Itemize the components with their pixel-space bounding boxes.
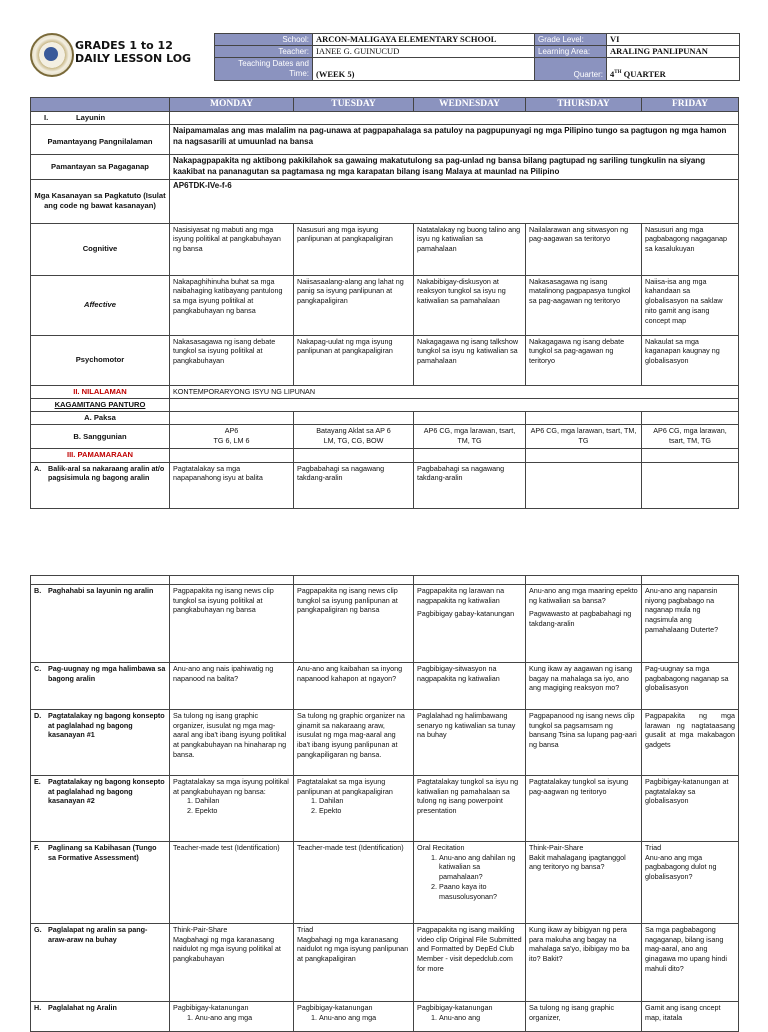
row-h-mon-list (173, 1013, 290, 1023)
row-b-monday: Pagpapakita ng isang news clip tungkol sa isyung politikal at pangkabuhayan ng bansa (170, 585, 294, 663)
cognitive-label: Cognitive (31, 223, 170, 275)
pamantayan-pagganap-label: Pamantayan sa Pagaganap (31, 155, 170, 180)
row-b-wednesday (414, 585, 526, 663)
pamamaraan-label: III. PAMAMARAAN (31, 449, 170, 462)
row-h-wed-text: Pagbibigay-katanungan (417, 1003, 493, 1012)
day-header-friday: FRIDAY (642, 98, 739, 112)
cognitive-monday: Nasisiyasat ng mabuti ang mga isyung politikal at pangkabuhayan ng bansa (170, 223, 294, 275)
affective-wednesday: Nakabibigay-diskusyon at reaksyon tungkol sa isyu ng katiwalian sa pamahalaan (414, 275, 526, 335)
cognitive-thursday: Nailalarawan ang sitwasyon ng pag-aagawan sa teritoryo (526, 223, 642, 275)
paksa-tuesday (294, 412, 414, 425)
row-e-label (31, 776, 170, 842)
kagamitang-label: KAGAMITANG PANTURO (31, 398, 170, 411)
row-d-label (31, 710, 170, 776)
psychomotor-label: Psychomotor (31, 335, 170, 385)
school-label: School: (215, 34, 313, 46)
row-h-mon-text: Pagbibigay-katanungan (173, 1003, 249, 1012)
lesson-grid-bottom (30, 575, 739, 1032)
affective-label: Affective (31, 275, 170, 335)
teacher-label: Teacher: (215, 46, 313, 58)
row-c-friday: Pag-uugnay sa mga pagbabagong naganap sa globalisasyon (642, 663, 739, 710)
cognitive-tuesday: Nasusuri ang mga isyung panlipunan at pangkapaligiran (294, 223, 414, 275)
row-a-wednesday: Pagbabahagi sa nagawang takdang-aralin (414, 462, 526, 508)
row-f-wed-text: Oral Recitation (417, 843, 465, 852)
list-item: 1. Dahilan (195, 796, 290, 806)
list-item: 1. Anu-ano ang dahilan ng katiwalian sa pamahalaan? (439, 853, 522, 882)
list-item: 2. Epekto (195, 806, 290, 816)
paksa-friday (642, 412, 739, 425)
row-c-monday: Anu-ano ang nais ipahiwatig ng napanood na balita? (170, 663, 294, 710)
row-g-thursday: Kung ikaw ay bibigyan ng pera para makuha ang bagay na mahalaga sa'yo, ibibigay mo ba ito? Bakit? (526, 924, 642, 1002)
pamamaraan-tuesday (294, 449, 414, 462)
day-header-wednesday: WEDNESDAY (414, 98, 526, 112)
row-h-tuesday (294, 1002, 414, 1032)
dates-label: Teaching Dates and Time: (215, 58, 313, 81)
row-e-friday: Pagbibigay-katanungan at pagtatalakay sa globalisasyon (642, 776, 739, 842)
dates-value: (WEEK 5) (313, 58, 535, 81)
top-blank-5 (642, 576, 739, 585)
row-b-tuesday: Pagpapakita ng isang news clip tungkol sa isyung panlipunan at pangkapaligiran ng bansa (294, 585, 414, 663)
row-d-friday: Pagpapakita ng mga larawan ng nagtataasang gusalit at mga makabagon gadgets (642, 710, 739, 776)
paksa-wednesday (414, 412, 526, 425)
row-f-wed-list (417, 853, 522, 902)
kasanayan-code: AP6TDK-IVe-f-6 (170, 179, 739, 223)
psychomotor-wednesday: Nakagagawa ng isang talkshow tungkol sa isyu ng katiwalian sa pamahalaan (414, 335, 526, 385)
info-table (214, 33, 740, 81)
pamantayang-pangnilalaman-label: Pamantayang Pangnilalaman (31, 125, 170, 155)
row-a-tuesday: Pagbabahagi sa nagawang takdang-aralin (294, 462, 414, 508)
sanggunian-friday: AP6 CG, mga larawan, tsart, TM, TG (642, 425, 739, 449)
quarter-label: Quarter: (535, 58, 607, 81)
row-h-label (31, 1002, 170, 1032)
list-item: 1. Anu-ano ang (439, 1013, 522, 1023)
list-item: 1. Anu-ano ang mga (319, 1013, 410, 1023)
row-c-tuesday: Anu-ano ang kaibahan sa inyong napanood kahapon at ngayon? (294, 663, 414, 710)
day-header-blank (31, 98, 170, 112)
quarter-value (607, 58, 740, 81)
layunin-blank (170, 111, 739, 124)
grade-value: VI (607, 34, 740, 46)
row-g-monday: Think-Pair-Share Magbahagi ng mga karanasang naidulot ng mga isyung politikal at pangkabuhayan (170, 924, 294, 1002)
grade-label: Grade Level: (535, 34, 607, 46)
row-g-label (31, 924, 170, 1002)
row-h-friday: Gamit ang isang cncept map, itatala (642, 1002, 739, 1032)
lesson-grid-top (30, 97, 739, 509)
row-g-label-inner (34, 925, 166, 944)
area-value: ARALING PANLIPUNAN (607, 46, 740, 58)
row-f-thursday: Think-Pair-Share Bakit mahalagang ipagtanggol ang teritoryo ng bansa? (526, 842, 642, 924)
quarter-text: QUARTER (621, 69, 666, 79)
doc-title (75, 39, 191, 65)
layunin-num: I. (44, 112, 49, 122)
row-h-monday (170, 1002, 294, 1032)
top-blank-4 (526, 576, 642, 585)
row-g-text: Paglalapat ng aralin sa pang-araw-araw na buhay (48, 925, 148, 944)
row-f-letter: F. (34, 843, 40, 852)
affective-thursday: Nakasasagawa ng isang matalinong pagpapasya tungkol sa pag-aagawan ng teritoryo (526, 275, 642, 335)
row-d-thursday: Pagpapanood ng isang news clip tungkol sa pagsamsam ng bansang Tsina sa lupang pag-aari ng bansa (526, 710, 642, 776)
row-a-label (31, 462, 170, 508)
row-d-monday: Sa tulong ng isang graphic organizer, isusulat ng mga mag-aaral ang iba't ibang isyung politikal at pangkabuhayan na hinaharap ng bansa. (170, 710, 294, 776)
day-header-thursday: THURSDAY (526, 98, 642, 112)
row-e-thursday: Pagtatalakay tungkol sa isyung pag-aagwan ng teritoryo (526, 776, 642, 842)
row-d-label-inner (34, 711, 166, 740)
row-b-thu-2: Pagwawasto at pagbabahagi ng takdang-aralin (529, 609, 632, 629)
row-d-wednesday: Paglalahad ng halimbawang senaryo ng katiwalian sa tunay na buhay (414, 710, 526, 776)
day-header-tuesday: TUESDAY (294, 98, 414, 112)
psychomotor-thursday: Nakagagawa ng isang debate tungkol sa pag-agawan ng teritoryo (526, 335, 642, 385)
pamantayan-pagganap-text: Nakapagpapakita ng aktibong pakikilahok sa gawaing makatutulong sa pag-unlad ng bansa bilang pagtupad ng sariling tungkulin na siyang kaakibat na pananagutan sa pagtamasa ng mga karapatan bilang isang Malaya at maunlad na Pilipino (170, 155, 739, 180)
affective-friday: Naiisa-isa ang mga kahandaan sa globalisasyon na saklaw nito gamit ang isang concept map (642, 275, 739, 335)
affective-tuesday: Naiisasaalang-alang ang lahat ng panig sa isyung panlipunan at pangkapaligiran (294, 275, 414, 335)
pamamaraan-monday (170, 449, 294, 462)
psychomotor-tuesday: Nakapag-uulat ng mga isyung panlipunan at pangkapaligiran (294, 335, 414, 385)
row-e-tue-text: Pagtatalakat sa mga isyung panlipunan at pangkapaligiran (297, 777, 393, 796)
row-e-text: Pagtatalakay ng bagong konsepto at paglalahad ng bagong kasanayan #2 (48, 777, 165, 806)
row-e-letter: E. (34, 777, 41, 786)
sanggunian-label: B. Sanggunian (31, 425, 170, 449)
kasanayan-label: Mga Kasanayan sa Pagkatuto (Isulat ang code ng bawat kasanayan) (31, 179, 170, 223)
paksa-monday (170, 412, 294, 425)
row-b-wed-2: Pagbibigay gabay-katanungan (417, 609, 515, 619)
row-h-text: Paglalahat ng Aralin (48, 1003, 117, 1012)
row-h-tue-list (297, 1013, 410, 1023)
row-a-label-inner (34, 464, 166, 483)
nilalaman-text: KONTEMPORARYONG ISYU NG LIPUNAN (170, 385, 739, 398)
area-label: Learning Area: (535, 46, 607, 58)
psychomotor-monday: Nakasasagawa ng isang debate tungkol sa isyung politikal at pangkabuhayan (170, 335, 294, 385)
row-h-letter: H. (34, 1003, 42, 1012)
row-a-friday (642, 462, 739, 508)
pamamaraan-wednesday (414, 449, 526, 462)
list-item: 2. Paano kaya ito masusolusyonan? (439, 882, 522, 901)
paksa-label: A. Paksa (31, 412, 170, 425)
quarter-num: 4 (610, 69, 615, 79)
row-c-label (31, 663, 170, 710)
row-b-label-inner (34, 586, 166, 596)
row-e-tuesday (294, 776, 414, 842)
row-f-label (31, 842, 170, 924)
row-d-text: Pagtatalakay ng bagong konsepto at paglalahad ng bagong kasanayan #1 (48, 711, 165, 740)
row-c-wednesday: Pagbibigay-sitwasyon na nagpapakita ng katiwalian (414, 663, 526, 710)
row-h-wednesday (414, 1002, 526, 1032)
row-h-tue-text: Pagbibigay-katanungan (297, 1003, 373, 1012)
row-e-mon-text: Pagtatalakay sa mga isyung politikal at pangkabuhayan ng bansa: (173, 777, 289, 796)
teacher-value: IANEE G. GUINUCUD (313, 46, 535, 58)
psychomotor-friday: Nakaulat sa mga kaganapan kaugnay ng globalisasyon (642, 335, 739, 385)
layunin-text: Layunin (76, 112, 106, 122)
layunin-label (31, 111, 170, 124)
row-a-monday: Pagtatalakay sa mga napapanahong isyu at balita (170, 462, 294, 508)
row-b-thu-1: Anu-ano ang mga maaring epekto ng katiwalian sa bansa? (529, 586, 638, 605)
affective-monday: Nakapaghihinuha buhat sa mga naibahaging katibayang pantulong sa mga isyung politikal at pangkabuhayan ng bansa (170, 275, 294, 335)
top-blank-2 (294, 576, 414, 585)
cognitive-friday: Nasusuri ang mga pagbabagong nagaganap sa kasalukuyan (642, 223, 739, 275)
header-block (30, 33, 210, 81)
row-b-text: Paghahabi sa layunin ng aralin (48, 586, 154, 595)
top-blank-1 (170, 576, 294, 585)
sanggunian-monday: AP6 TG 6, LM 6 (170, 425, 294, 449)
row-g-letter: G. (34, 925, 42, 934)
quarter-sup: TH (614, 70, 622, 76)
pamamaraan-friday (642, 449, 739, 462)
row-f-wednesday (414, 842, 526, 924)
row-a-thursday (526, 462, 642, 508)
list-item: 2. Epekto (319, 806, 410, 816)
row-e-tue-list (297, 796, 410, 815)
doc-title-line2: DAILY LESSON LOG (75, 52, 192, 65)
paksa-thursday (526, 412, 642, 425)
school-value: ARCON-MALIGAYA ELEMENTARY SCHOOL (313, 34, 535, 46)
row-g-tuesday: Triad Magbahagi ng mga karanasang naidulot ng mga isyung panlipunan at pangkapaligiran (294, 924, 414, 1002)
row-g-friday: Sa mga pagbabagong nagaganap, bilang isang mag-aaral, ano ang ginagawa mo upang hindi mahuli dito? (642, 924, 739, 1002)
row-a-letter: A. (34, 463, 42, 473)
list-item: 1. Anu-ano ang mga (195, 1013, 290, 1023)
kagamitang-blank (170, 398, 739, 411)
row-h-thursday: Sa tulong ng isang graphic organizer, (526, 1002, 642, 1032)
row-e-wednesday: Pagtatalakay tungkol sa isyu ng katiwalian ng pamahalaan sa tulong ng isang powerpoint presentation (414, 776, 526, 842)
row-c-thursday: Kung ikaw ay aagawan ng isang bagay na mahalaga sa iyo, ano ang magiging reaksyon mo? (526, 663, 642, 710)
top-blank-0 (31, 576, 170, 585)
sanggunian-wednesday: AP6 CG, mga larawan, tsart, TM, TG (414, 425, 526, 449)
row-e-mon-list (173, 796, 290, 815)
row-b-wed-1: Pagpapakita ng larawan na nagpapakita ng katiwalian (417, 586, 505, 605)
row-d-letter: D. (34, 711, 42, 720)
row-e-monday (170, 776, 294, 842)
sanggunian-thursday: AP6 CG, mga larawan, tsart, TM, TG (526, 425, 642, 449)
deped-seal-icon (30, 33, 74, 77)
pamamaraan-thursday (526, 449, 642, 462)
row-h-label-inner (34, 1003, 166, 1013)
pamantayang-pangnilalaman-text: Naipamamalas ang mas malalim na pag-unawa at pagpapahalaga sa patuloy na pagpupunyagi ng mga Pilipino tungo sa pagtugon ng mga hamon na nagsasarili at umuunlad na bansa (170, 125, 739, 155)
row-f-friday: Triad Anu-ano ang mga pagbabagong dulot ng globalisasyon? (642, 842, 739, 924)
row-b-friday: Anu-ano ang napansin niyong pagbabago na naganap mula ng nagsimula ang pamahalaang Duterte? (642, 585, 739, 663)
nilalaman-label: II. NILALAMAN (31, 385, 170, 398)
row-f-monday: Teacher-made test (Identification) (170, 842, 294, 924)
row-d-tuesday: Sa tulong ng graphic organizer na ginamit sa nakaraang araw, isusulat ng mga mag-aaral ang iba't ibang isyung panlipunan at pangkapiligaran ng bansa. (294, 710, 414, 776)
cognitive-wednesday: Natatalakay ng buong talino ang isyu ng katiwalian sa pamahalaan (414, 223, 526, 275)
row-f-text: Paglinang sa Kabihasan (Tungo sa Formative Assessment) (48, 843, 157, 862)
row-a-text: Balik-aral sa nakaraang aralin at/o pagsisimula ng bagong aralin (48, 463, 165, 483)
sanggunian-tuesday: Batayang Aklat sa AP 6 LM, TG, CG, BOW (294, 425, 414, 449)
top-blank-3 (414, 576, 526, 585)
day-header-monday: MONDAY (170, 98, 294, 112)
doc-title-line1: GRADES 1 to 12 (75, 39, 173, 52)
row-f-tuesday: Teacher-made test (Identification) (294, 842, 414, 924)
row-c-letter: C. (34, 664, 42, 673)
row-b-letter: B. (34, 586, 42, 595)
row-h-wed-list (417, 1013, 522, 1023)
row-b-label (31, 585, 170, 663)
row-g-wednesday: Pagpapakita ng isang maikling video clip Original File Submitted and Formatted by DepEd Club Member - visit depedclub.com for more (414, 924, 526, 1002)
row-c-label-inner (34, 664, 166, 683)
row-b-thursday (526, 585, 642, 663)
list-item: 1. Dahilan (319, 796, 410, 806)
row-f-label-inner (34, 843, 166, 862)
row-c-text: Pag-uugnay ng mga halimbawa sa bagong aralin (48, 664, 166, 683)
row-e-label-inner (34, 777, 166, 806)
